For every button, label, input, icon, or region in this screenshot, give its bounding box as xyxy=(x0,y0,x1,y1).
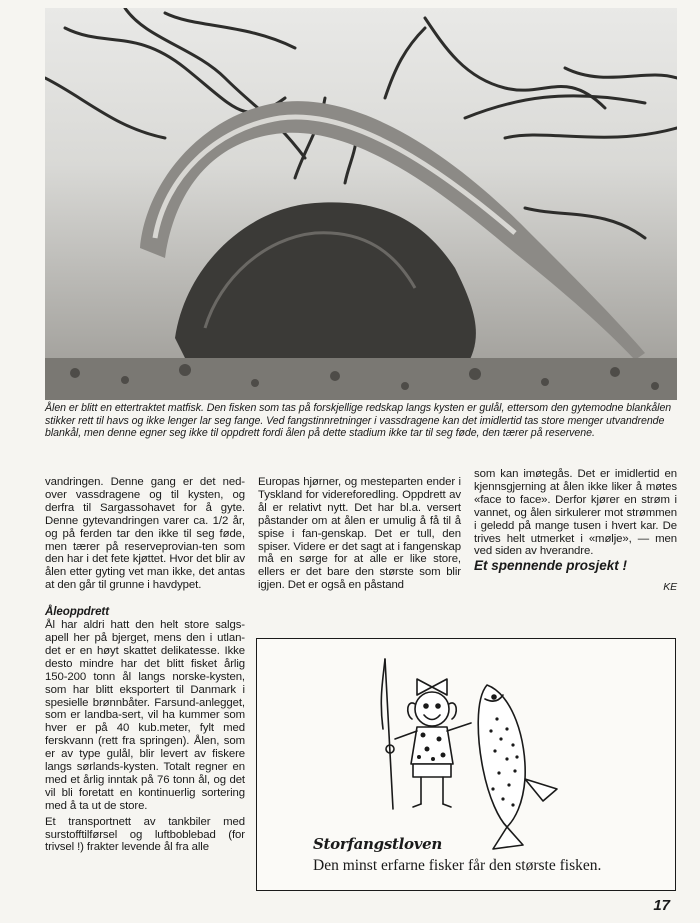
column-3 xyxy=(474,468,677,594)
section-heading-aleoppdrett: Åleoppdrett xyxy=(45,605,109,619)
cartoon-box xyxy=(256,638,676,891)
column-3-paragraph-1: som kan imøtegås. Det er imidlertid en kjennsgjerning at ålen ikke liker å møtes «face to face». Derfor kjører en strøm i vannet, og ålen sirkulerer mot strømmen i geledd på mange tusen i hvert kar. De trives helt utmerket i «mølje», — men ved siden av hverandre. xyxy=(474,468,677,558)
column-1-paragraph-1: vandringen. Denne gang er det ned-over vassdragene og til kysten, og derfra til Sargassohavet for å gyte. Denne gytevandringen varer ca. 1/2 år, og på ferden tar den ikke til seg føde, men tærer på reserveprovian-ten som den har i det fete kjøttet. Hvor det blir av ålen etter gyting vet man ikke, det antas at den går til grunne i havdypet. xyxy=(45,476,245,592)
column-1 xyxy=(45,476,245,854)
author-signature: KE xyxy=(663,581,677,594)
column-2 xyxy=(258,476,461,592)
cartoon-caption: Den minst erfarne fisker får den største fisken. xyxy=(313,857,602,874)
eel-photo-drawing xyxy=(45,8,677,400)
column-2-paragraph-1: Europas hjørner, og mesteparten ender i Tyskland for videreforedling. Oppdrett av ål er relativt nytt. Det har bl.a. versert påstander om at ålen er umulig å få til å spise i fan-genskap. Det er tull, den spiser. Videre er det sagt at i fangenskap må en sørge for at alle er like store, ellers er det bare den største som blir igjen. Det er også en påstand xyxy=(258,476,461,592)
page-number: 17 xyxy=(653,897,670,914)
photo-caption: Ålen er blitt en ettertraktet matfisk. Den fisken som tas på forskjellige redskap langs kysten er gulål, ettersom den gytemodne blankålen stikker rett til havs og ikke lenger lar seg fange. Ved fangstinnretninger i vassdragene kan det imidlertid tas store menger utvandrende blankål, men denne egner seg ikke til oppdrett fordi ålen på dette stadium ikke tar til seg føde, den tærer på reservene. xyxy=(45,402,672,440)
column-1-paragraph-3: Et transportnett av tankbiler med surstofftilførsel og luftboblebad (for trivsel !) frakter levende ål fra alle xyxy=(45,815,245,854)
eel-photo xyxy=(45,8,677,400)
cartoon-illustration xyxy=(257,639,677,892)
cartoon-title: Storfangstloven xyxy=(313,835,442,853)
column-1-paragraph-2: Ål har aldri hatt den helt store salgs-apell her på bjerget, mens den i utlan-det er en høyt skattet delikatesse. Ikke desto mindre har det blitt fisket årlig 150-200 tonn ål langs norske-kysten, som har blitt eksportert til Danmark i spesielle brønnbåter. Farsund-anlegget, som er landba-sert, vil ha kummer som hver er på 40 kub.meter, fylt med ferskvann (rett fra springen). Ålen, som er av type gulål, blir levert av fiskere langs sørlands-kysten. Totalt regner en med et årlig inntak på 76 tonn ål, og det vil bli foretatt en kontinuerlig sortering med å ta ut de store. xyxy=(45,619,245,812)
tagline: Et spennende prosjekt ! xyxy=(474,558,628,574)
